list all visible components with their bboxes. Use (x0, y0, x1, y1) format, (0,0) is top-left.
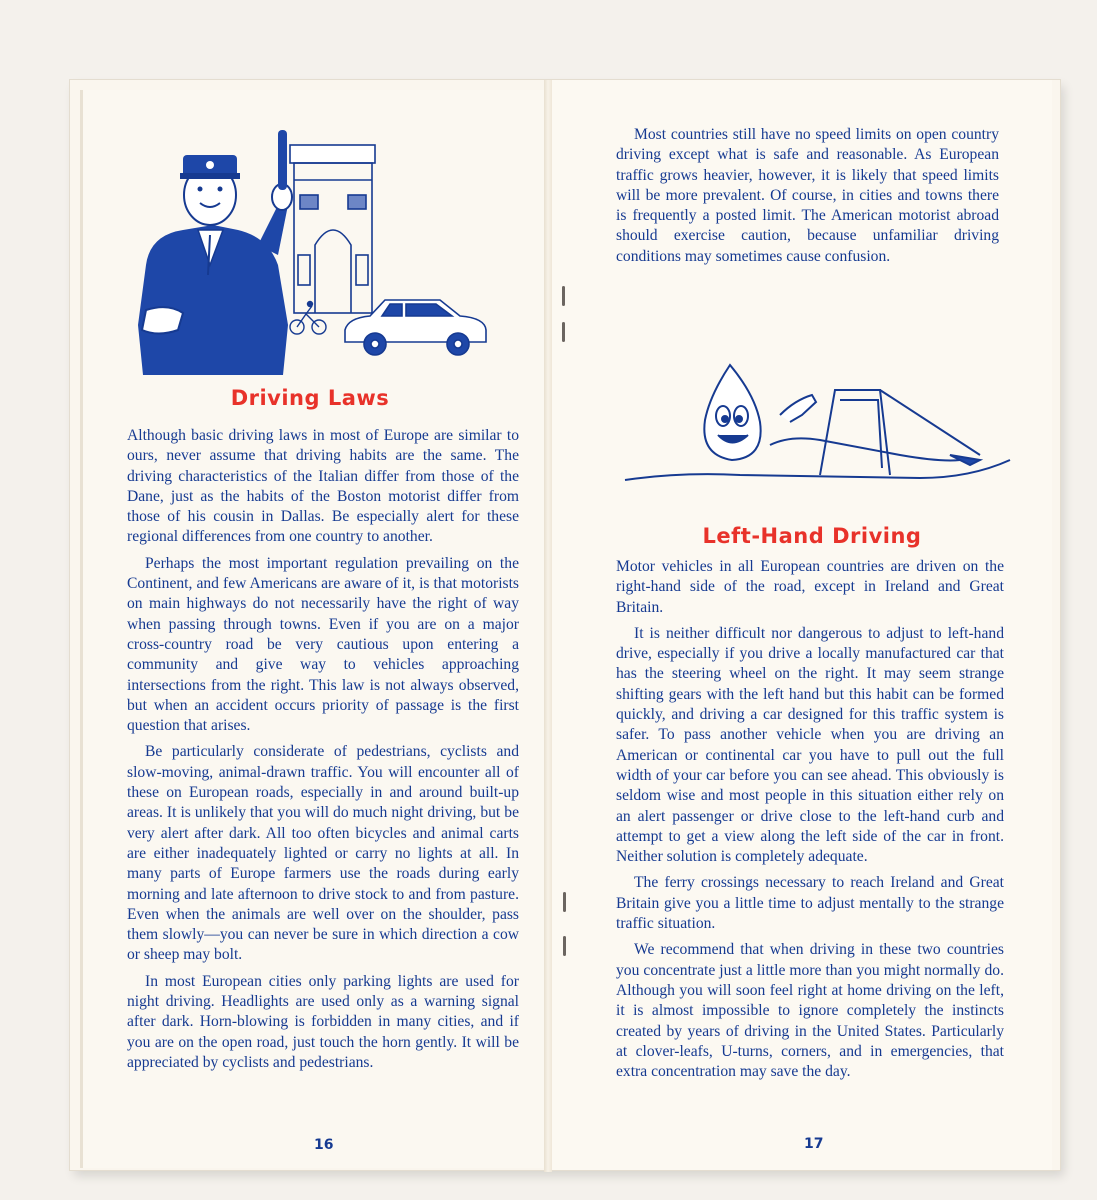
right-page-number: 17 (804, 1136, 824, 1152)
staple-bottom-2 (563, 936, 566, 956)
staple-bottom (563, 892, 566, 912)
oil-drop-mascot-car-illustration (620, 360, 1020, 490)
car-icon (340, 290, 490, 360)
right-page-body (616, 557, 1004, 1088)
right-page-heading: Left-Hand Driving (702, 524, 922, 548)
right-paragraph-2: It is neither difficult nor dangerous to adjust to left-hand drive, especially if you drive a locally manufactured car that has the steering wheel on the right. It may seem strange shifting gears with the left hand but this habit can be formed quickly, and driving a car designed for this traffic system is safer. To pass another vehicle when you are driving an American or continental car you have to pull out the full width of your car before you can see ahead. This obviously is seldom wise and most people in this situation either rely on an alert passenger or drive close to the left-hand curb and attempt to get a view along the left side of the car in front. Neither solution is completely adequate. (616, 624, 1004, 866)
left-paragraph-1: Although basic driving laws in most of Europe are similar to ours, never assume that driving habits are the same. The driving characteristics of the Italian differ from those of the Dane, just as the habits of the Boston motorist differ from those of his cousin in Dallas. Be especially alert for these regional differences from one country to another. (127, 427, 519, 546)
right-intro-paragraph: Most countries still have no speed limits on open country driving except what is safe and reasonable. As European traffic grows heavier, however, it is likely that speed limits will be more prevalent. Of course, in cities and towns there is frequently a posted limit. The American motorist abroad should exercise caution, because unfamiliar driving conditions may sometimes cause confusion. (616, 126, 999, 265)
right-paragraph-3: The ferry crossings necessary to reach Ireland and Great Britain give you a little time to adjust mentally to the strange traffic situation. (616, 874, 1004, 933)
staple-top (562, 286, 565, 306)
left-page-body (127, 426, 519, 1079)
staple-top-2 (562, 322, 565, 342)
oil-drop-icon (704, 365, 760, 460)
booklet-spine (544, 80, 552, 1172)
right-paragraph-1: Motor vehicles in all European countries are driven on the right-hand side of the road, except in Ireland and Great Britain. (616, 558, 1004, 616)
cyclist-icon (288, 300, 328, 336)
policeman-icon (138, 130, 292, 375)
left-paragraph-3: Be particularly considerate of pedestrians, cyclists and slow-moving, animal-drawn traffic. You will encounter all of these on European roads, especially in and around built-up areas. It is unlikely that you will do much night driving, but be very alert after dark. All too often bicycles and animal carts are either inadequately lighted or carry no lights at all. In many parts of Europe farmers use the roads during early morning and late afternoon to drive stock to and from pasture. Even when the animals are well over on the shoulder, pass them slowly—you can never be sure in which direction a cow or sheep may bolt. (127, 743, 519, 964)
left-page-number: 16 (314, 1137, 334, 1153)
left-paragraph-2: Perhaps the most important regulation prevailing on the Continent, and few Americans are aware of it, is that motorists on main highways do not necessarily have the right of way when passing through towns. Even if you are on a major cross-country road be very cautious upon entering a community and give way to vehicles approaching intersections from the right. This law is not always observed, but when an accident occurs priority of passage is the first question that arises. (127, 554, 519, 735)
left-paragraph-4: In most European cities only parking lights are used for night driving. Headlights are used only as a warning signal after dark. Horn-blowing is forbidden in many cities, and if you are on the open road, just touch the horn gently. It will be appreciated by cyclists and pedestrians. (127, 972, 519, 1071)
right-paragraph-4: We recommend that when driving in these two countries you concentrate just a little more than you might normally do. Although you will soon feel right at home driving on the left, it is almost impossible to ignore completely the instincts created by years of driving in the United States. Particularly at clover-leafs, U-turns, corners, and in emergencies, that extra concentration may save the day. (616, 941, 1004, 1081)
left-page-heading: Driving Laws (230, 386, 390, 410)
right-page-intro (616, 125, 999, 273)
